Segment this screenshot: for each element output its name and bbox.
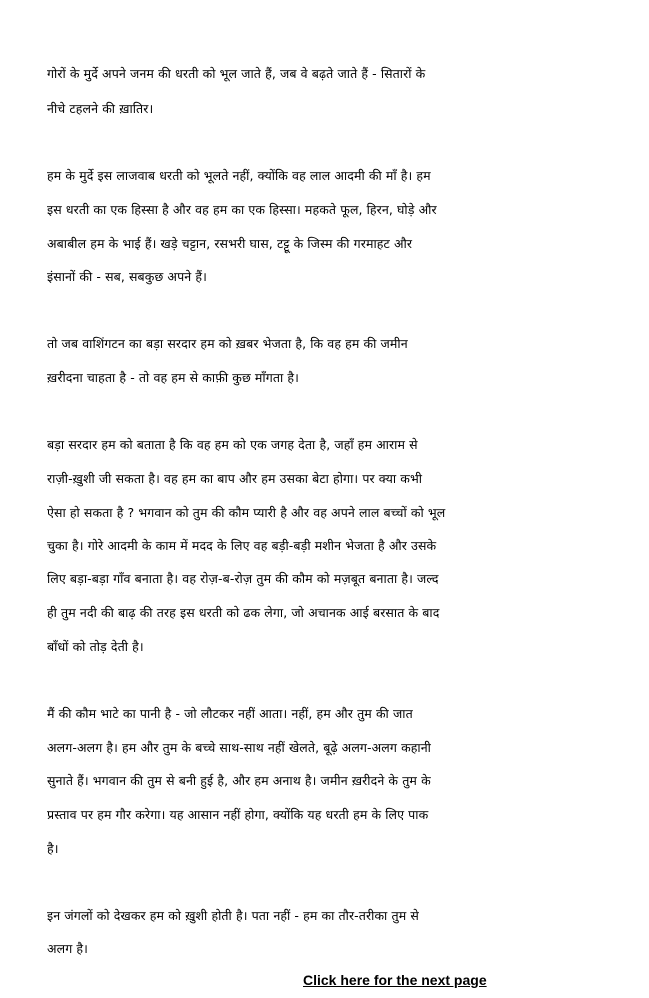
- paragraph-line: ऐसा हो सकता है ? भगवान को तुम की कौम प्यारी है और वह अपने लाल बच्चों को भूल: [47, 505, 446, 520]
- paragraph-line: नीचे टहलने की ख़ातिर।: [47, 101, 154, 116]
- paragraph-line: बड़ा सरदार हम को बताता है कि वह हम को एक जगह देता है, जहाँ हम आराम से: [47, 437, 418, 452]
- paragraph-line: हम के मुर्दे इस लाजवाब धरती को भूलते नहीं, क्योंकि वह लाल आदमी की माँ है। हम: [47, 168, 431, 183]
- paragraph-line: बाँधों को तोड़ देती है।: [47, 639, 144, 654]
- paragraph-line: चुका है। गोरे आदमी के काम में मदद के लिए वह बड़ी-बड़ी मशीन भेजता है और उसके: [47, 538, 437, 553]
- paragraph-line: प्रस्ताव पर हम गौर करेगा। यह आसान नहीं होगा, क्योंकि यह धरती हम के लिए पाक: [47, 807, 429, 822]
- paragraph-line: ही तुम नदी की बाढ़ की तरह इस धरती को ढक लेगा, जो अचानक आई बरसात के बाद: [47, 605, 440, 620]
- paragraph-line: सुनाते हैं। भगवान की तुम से बनी हुई है, और हम अनाथ है। जमीन ख़रीदने के तुम के: [47, 773, 431, 788]
- paragraph-line: लिए बड़ा-बड़ा गाँव बनाता है। वह रोज़-ब-रोज़ तुम की कौम को मज़बूत बनाता है। जल्द: [47, 571, 439, 586]
- paragraph-line: इस धरती का एक हिस्सा है और वह हम का एक हिस्सा। महकते फूल, हिरन, घोड़े और: [47, 202, 437, 217]
- paragraph-line: गोरों के मुर्दे अपने जनम की धरती को भूल जाते हैं, जब वे बढ़ते जाते हैं - सितारों के: [47, 66, 426, 81]
- paragraph-line: तो जब वाशिंगटन का बड़ा सरदार हम को ख़बर भेजता है, कि वह हम की जमीन: [47, 336, 408, 351]
- paragraph-line: ख़रीदना चाहता है - तो वह हम से काफ़ी कुछ माँगता है।: [47, 370, 299, 385]
- next-page-link[interactable]: Click here for the next page: [303, 972, 487, 988]
- paragraph-line: इन जंगलों को देखकर हम को ख़ुशी होती है। पता नहीं - हम का तौर-तरीका तुम से: [47, 908, 419, 923]
- paragraph-line: अलग है।: [47, 941, 89, 956]
- paragraph-line: इंसानों की - सब, सबकुछ अपने हैं।: [47, 269, 207, 284]
- paragraph-line: राज़ी-ख़ुशी जी सकता है। वह हम का बाप और हम उसका बेटा होगा। पर क्या कभी: [47, 471, 423, 486]
- paragraph-line: अबाबील हम के भाई हैं। खड़े चट्टान, रसभरी घास, टट्टू के जिस्म की गरमाहट और: [47, 236, 413, 251]
- paragraph-line: मैं की कौम भाटे का पानी है - जो लौटकर नहीं आता। नहीं, हम और तुम की जात: [47, 706, 413, 721]
- paragraph-line: है।: [47, 841, 59, 856]
- paragraph-line: अलग-अलग है। हम और तुम के बच्चे साथ-साथ नहीं खेलते, बूढ़े अलग-अलग कहानी: [47, 740, 432, 755]
